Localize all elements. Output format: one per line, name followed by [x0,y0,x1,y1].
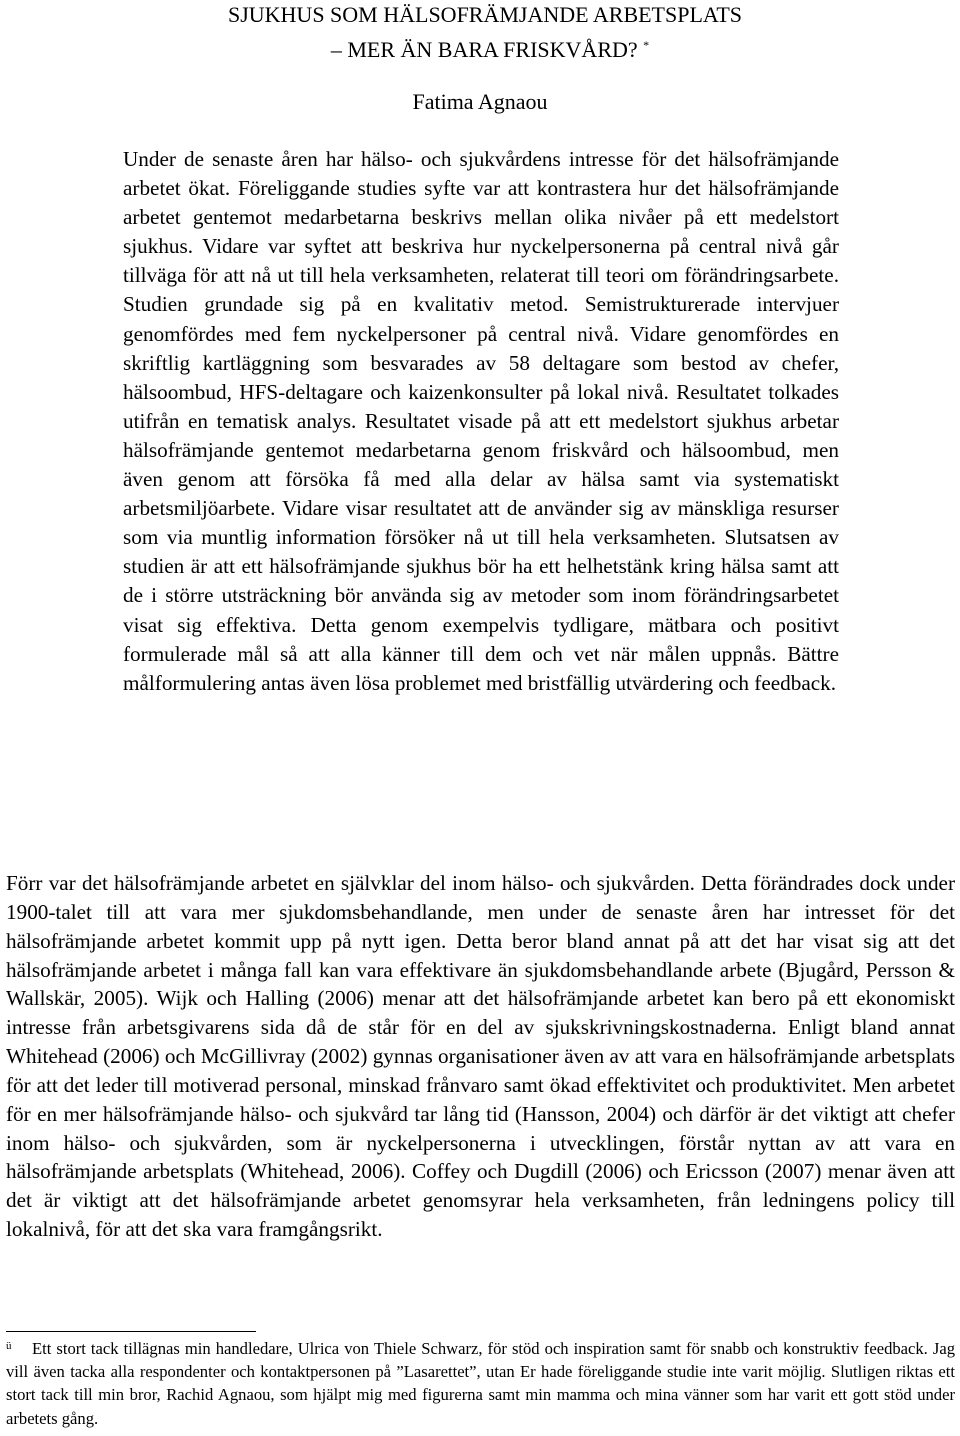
footnote [6,1335,955,1430]
title-line-1: SJUKHUS SOM HÄLSOFRÄMJANDE ARBETSPLATS [227,2,743,27]
paper-title [0,0,960,65]
body-paragraph: Förr var det hälsofrämjande arbetet en självklar del inom hälso- och sjukvården. Detta förändrades dock under 1900-talet till att vara mer sjukdomsbehandlande, men under de senaste åren har intresset för det hälsofrämjande arbetet kommit upp på nytt igen. Detta beror bland annat på att det har visat sig att det hälsofrämjande arbetet i många fall kan vara effektivare än sjukdomsbehandlande arbete (Bjugård, Persson & Wallskär, 2005). Wijk och Halling (2006) menar att det hälsofrämjande arbetet kan bero på ett ekonomiskt intresse från arbetsgivarens sida då de står för en del av sjukskrivningskostnaderna. Enligt bland annat Whitehead (2006) och McGillivray (2002) gynnas organisationer även av att vara en hälsofrämjande arbetsplats för att det leder till motiverad personal, minskad frånvaro samt ökad effektivitet och produktivitet. Men arbetet för en mer hälsofrämjande hälso- och sjukvård tar lång tid (Hansson, 2004) och därför är det viktigt att chefer inom hälso- och sjukvården, som är nyckelpersonerna i utvecklingen, förstår nyttan av att vara en hälsofrämjande arbetsplats (Whitehead, 2006). Coffey och Dugdill (2006) och Ericsson (2007) menar även att det är viktigt att det hälsofrämjande arbetet genomsyrar hela verksamheten, från ledningens policy till lokalnivå, för att det ska vara framgångsrikt. [6,871,955,1242]
footnote-marker: ü [6,1340,12,1352]
footnote-divider [6,1331,256,1332]
title-footnote-marker: * [643,38,650,52]
title-line-2-text: – MER ÄN BARA FRISKVÅRD? [330,37,638,62]
author-name: Fatima Agnaou [412,89,548,114]
footnote-text: Ett stort tack tillägnas min handledare, Ulrica von Thiele Schwarz, för stöd och inspiration samt för snabb och konstruktiv feedback. Jag vill även tacka alla respondenter och kontaktpersonen på ”Lasarettet”, utan Er hade föreliggande studie inte varit möjlig. Slutligen riktas ett stort tack till min bror, Rachid Agnaou, som hjälpt mig med figurerna samt min mamma och mina vänner som har varit ett gott stöd under arbetets gång. [6,1339,955,1428]
abstract-paragraph: Under de senaste åren har hälso- och sjukvårdens intresse för det hälsofrämjande arbetet ökat. Föreliggande studies syfte var att kontrastera hur det hälsofrämjande arbetet gentemot medarbetarna beskrivs mellan olika nivåer på ett medelstort sjukhus. Vidare var syftet att beskriva hur nyckelpersonerna på central nivå går tillväga för att nå ut till hela verksamheten, relaterat till teori om förändringsarbete. Studien grundade sig på en kvalitativ metod. Semistrukturerade intervjuer genomfördes med fem nyckelpersoner på central nivå. Vidare genomfördes en skriftlig kartläggning som besvarades av 58 deltagare som bestod av chefer, hälsoombud, HFS-deltagare och kaizenkonsulter på lokal nivå. Resultatet tolkades utifrån en tematisk analys. Resultatet visade på att ett medelstort sjukhus arbetar hälsofrämjande gentemot medarbetarna genom friskvård och hälsoombud, men även genom att försöka få med alla delar av hälsa samt via systematiskt arbetsmiljöarbete. Vidare visar resultatet att de använder sig av mänskliga resurser som via muntlig information försöker nå ut till hela verksamheten. Slutsatsen av studien är att ett hälsofrämjande sjukhus bör ha ett helhetstänk kring hälsa samt att de i större utsträckning bör använda sig av metoder som inom förändringsarbetet visat sig effektiva. Detta genom exempelvis tydligare, mätbara och positivt formulerade mål så att alla känner till dem och vet när målen uppnås. Bättre målformulering antas även lösa problemet med bristfällig utvärdering och feedback. [123,147,839,695]
title-line-2 [0,30,960,65]
